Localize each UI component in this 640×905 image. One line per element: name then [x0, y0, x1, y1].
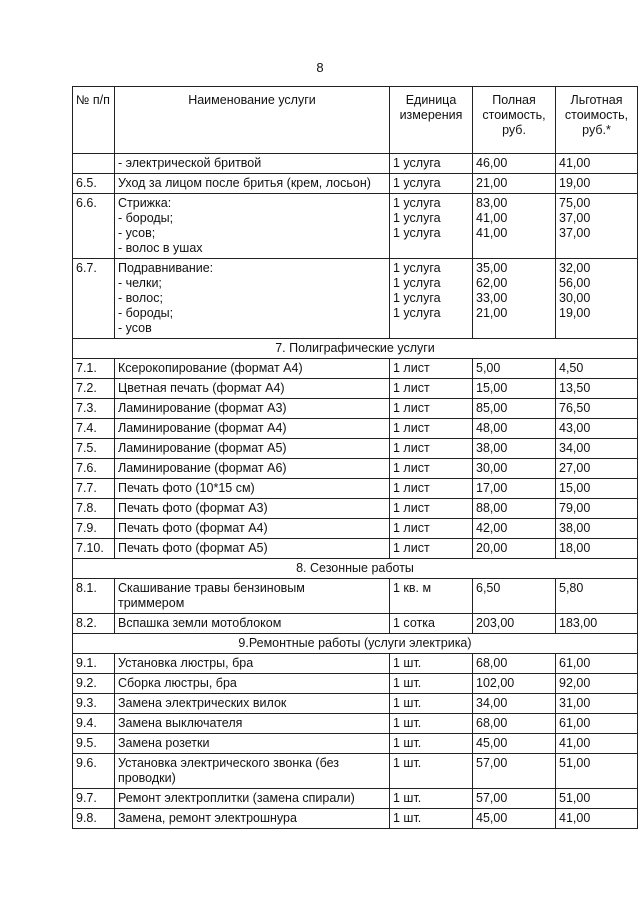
discount-price-cell [556, 614, 638, 634]
discount-price-cell [556, 714, 638, 734]
unit-cell [390, 789, 473, 809]
table-row [73, 174, 638, 194]
row-number: 9.1. [73, 654, 115, 674]
service-name-line: - электрической бритвой [118, 156, 262, 170]
discount-price-cell-line: 34,00 [559, 441, 591, 455]
unit-cell [390, 174, 473, 194]
table-row [73, 809, 638, 829]
unit-cell-line: 1 лист [393, 441, 430, 455]
service-name-line: - волос в ушах [118, 241, 203, 255]
discount-price-cell [556, 359, 638, 379]
service-name [115, 174, 390, 194]
service-name-line: Замена, ремонт электрошнура [118, 811, 297, 825]
table-row [73, 519, 638, 539]
discount-price-cell [556, 479, 638, 499]
full-price-cell-line: 5,00 [476, 361, 501, 375]
discount-price-cell-line: 37,00 [559, 226, 591, 240]
discount-price-cell [556, 734, 638, 754]
unit-cell-line: 1 услуга [393, 196, 441, 210]
unit-cell-line: 1 услуга [393, 291, 441, 305]
unit-cell-line: 1 шт. [393, 756, 422, 770]
row-number [73, 154, 115, 174]
full-price-cell [473, 459, 556, 479]
row-number: 9.3. [73, 694, 115, 714]
discount-price-cell [556, 399, 638, 419]
unit-cell-line: 1 лист [393, 461, 430, 475]
discount-price-cell [556, 579, 638, 614]
unit-cell [390, 754, 473, 789]
unit-cell-line: 1 лист [393, 541, 430, 555]
discount-price-cell [556, 754, 638, 789]
service-name-line: Печать фото (10*15 см) [118, 481, 255, 495]
row-number: 7.10. [73, 539, 115, 559]
unit-cell-line: 1 услуга [393, 226, 441, 240]
section-title: 9.Ремонтные работы (услуги электрика) [73, 634, 638, 654]
row-number: 7.4. [73, 419, 115, 439]
row-number: 9.6. [73, 754, 115, 789]
full-price-cell-line: 45,00 [476, 811, 508, 825]
row-number: 7.7. [73, 479, 115, 499]
table-row [73, 194, 638, 259]
discount-price-cell-line: 5,80 [559, 581, 584, 595]
unit-cell [390, 154, 473, 174]
discount-price-cell [556, 674, 638, 694]
service-name [115, 459, 390, 479]
section-row [73, 559, 638, 579]
row-number: 7.6. [73, 459, 115, 479]
discount-price-cell-line: 56,00 [559, 276, 591, 290]
discount-price-cell-line: 43,00 [559, 421, 591, 435]
discount-price-cell [556, 539, 638, 559]
service-name-line: Замена выключателя [118, 716, 243, 730]
full-price-cell-line: 203,00 [476, 616, 515, 630]
full-price-cell-line: 15,00 [476, 381, 508, 395]
unit-cell [390, 259, 473, 339]
table-row [73, 579, 638, 614]
section-row [73, 634, 638, 654]
discount-price-cell-line: 79,00 [559, 501, 591, 515]
full-price-cell [473, 539, 556, 559]
table-row [73, 459, 638, 479]
table-row [73, 539, 638, 559]
service-name-line: Подравнивание: [118, 261, 214, 275]
row-number: 7.5. [73, 439, 115, 459]
discount-price-cell-line: 61,00 [559, 716, 591, 730]
unit-cell-line: 1 услуга [393, 176, 441, 190]
service-name-line: Замена розетки [118, 736, 210, 750]
service-name [115, 539, 390, 559]
service-name [115, 654, 390, 674]
discount-price-cell-line: 15,00 [559, 481, 591, 495]
discount-price-cell [556, 499, 638, 519]
discount-price-cell-line: 37,00 [559, 211, 591, 225]
unit-cell [390, 379, 473, 399]
service-name [115, 154, 390, 174]
service-name-line: - усов; [118, 226, 156, 240]
unit-cell [390, 539, 473, 559]
unit-cell [390, 359, 473, 379]
discount-price-cell-line: 31,00 [559, 696, 591, 710]
full-price-cell-line: 21,00 [476, 176, 508, 190]
table-row [73, 154, 638, 174]
full-price-cell-line: 33,00 [476, 291, 508, 305]
service-name [115, 379, 390, 399]
unit-cell-line: 1 шт. [393, 811, 422, 825]
table-row [73, 439, 638, 459]
discount-price-cell-line: 41,00 [559, 156, 591, 170]
full-price-cell-line: 21,00 [476, 306, 508, 320]
row-number: 7.9. [73, 519, 115, 539]
section-title: 7. Полиграфические услуги [73, 339, 638, 359]
service-name-line: - бороды; [118, 306, 174, 320]
row-number: 9.4. [73, 714, 115, 734]
service-name-line: проводки) [118, 771, 176, 785]
full-price-cell-line: 57,00 [476, 791, 508, 805]
header-unit: Единица измерения [390, 87, 473, 154]
unit-cell-line: 1 услуга [393, 156, 441, 170]
service-name [115, 519, 390, 539]
service-name-line: Уход за лицом после бритья (крем, лосьон) [118, 176, 371, 190]
unit-cell-line: 1 лист [393, 381, 430, 395]
full-price-cell-line: 35,00 [476, 261, 508, 275]
table-body [73, 154, 638, 829]
unit-cell [390, 499, 473, 519]
discount-price-cell [556, 419, 638, 439]
service-name-line: Ламинирование (формат А3) [118, 401, 287, 415]
discount-price-cell-line: 32,00 [559, 261, 591, 275]
row-number: 6.5. [73, 174, 115, 194]
unit-cell [390, 714, 473, 734]
header-discount-price: Льготная стоимость, руб.* [556, 87, 638, 154]
full-price-cell [473, 174, 556, 194]
full-price-cell [473, 654, 556, 674]
unit-cell [390, 734, 473, 754]
unit-cell-line: 1 сотка [393, 616, 435, 630]
full-price-cell-line: 88,00 [476, 501, 508, 515]
service-name-line: Сборка люстры, бра [118, 676, 237, 690]
discount-price-cell [556, 654, 638, 674]
unit-cell-line: 1 шт. [393, 696, 422, 710]
service-name [115, 614, 390, 634]
unit-cell [390, 399, 473, 419]
table-row [73, 379, 638, 399]
discount-price-cell-line: 51,00 [559, 756, 591, 770]
full-price-cell [473, 499, 556, 519]
discount-price-cell [556, 789, 638, 809]
unit-cell-line: 1 шт. [393, 736, 422, 750]
service-name-line: Стрижка: [118, 196, 172, 210]
full-price-cell [473, 754, 556, 789]
service-name-line: Установка электрического звонка (без [118, 756, 340, 770]
full-price-cell-line: 57,00 [476, 756, 508, 770]
unit-cell [390, 809, 473, 829]
service-name-line: Печать фото (формат А4) [118, 521, 268, 535]
discount-price-cell-line: 19,00 [559, 306, 591, 320]
unit-cell-line: 1 лист [393, 521, 430, 535]
table-row [73, 674, 638, 694]
service-name-line: Установка люстры, бра [118, 656, 254, 670]
discount-price-cell [556, 439, 638, 459]
full-price-cell-line: 34,00 [476, 696, 508, 710]
table-row [73, 399, 638, 419]
row-number: 7.8. [73, 499, 115, 519]
row-number: 7.1. [73, 359, 115, 379]
unit-cell-line: 1 кв. м [393, 581, 432, 595]
discount-price-cell-line: 19,00 [559, 176, 591, 190]
service-name-line: Скашивание травы бензиновым [118, 581, 305, 595]
table-header-row [73, 87, 638, 154]
service-name-line: Ламинирование (формат А6) [118, 461, 287, 475]
discount-price-cell-line: 51,00 [559, 791, 591, 805]
table-row [73, 694, 638, 714]
discount-price-cell [556, 154, 638, 174]
full-price-cell-line: 85,00 [476, 401, 508, 415]
full-price-cell [473, 789, 556, 809]
table-row [73, 259, 638, 339]
service-name [115, 479, 390, 499]
unit-cell [390, 519, 473, 539]
full-price-cell-line: 46,00 [476, 156, 508, 170]
full-price-cell-line: 17,00 [476, 481, 508, 495]
full-price-cell-line: 20,00 [476, 541, 508, 555]
discount-price-cell-line: 183,00 [559, 616, 598, 630]
full-price-cell [473, 714, 556, 734]
unit-cell-line: 1 лист [393, 481, 430, 495]
service-name-line: Ремонт электроплитки (замена спирали) [118, 791, 355, 805]
service-name [115, 809, 390, 829]
row-number: 7.2. [73, 379, 115, 399]
unit-cell-line: 1 шт. [393, 676, 422, 690]
row-number: 9.8. [73, 809, 115, 829]
full-price-cell [473, 154, 556, 174]
service-name [115, 754, 390, 789]
unit-cell-line: 1 услуга [393, 276, 441, 290]
full-price-cell-line: 62,00 [476, 276, 508, 290]
service-name-line: Цветная печать (формат А4) [118, 381, 285, 395]
discount-price-cell [556, 459, 638, 479]
service-name [115, 194, 390, 259]
row-number: 8.1. [73, 579, 115, 614]
header-num: № п/п [73, 87, 115, 154]
unit-cell-line: 1 лист [393, 421, 430, 435]
service-name-line: Ксерокопирование (формат А4) [118, 361, 303, 375]
discount-price-cell-line: 41,00 [559, 736, 591, 750]
unit-cell [390, 654, 473, 674]
discount-price-cell [556, 194, 638, 259]
unit-cell [390, 419, 473, 439]
unit-cell [390, 459, 473, 479]
full-price-cell [473, 734, 556, 754]
service-name [115, 399, 390, 419]
page-number: 8 [316, 60, 324, 75]
discount-price-cell [556, 379, 638, 399]
discount-price-cell-line: 76,50 [559, 401, 591, 415]
full-price-cell [473, 419, 556, 439]
service-name [115, 259, 390, 339]
service-name-line: - бороды; [118, 211, 174, 225]
section-row [73, 339, 638, 359]
discount-price-cell-line: 75,00 [559, 196, 591, 210]
unit-cell [390, 439, 473, 459]
full-price-cell-line: 41,00 [476, 226, 508, 240]
unit-cell [390, 674, 473, 694]
full-price-cell [473, 399, 556, 419]
full-price-cell [473, 809, 556, 829]
table-row [73, 419, 638, 439]
price-table [72, 86, 638, 829]
service-name-line: - волос; [118, 291, 163, 305]
full-price-cell-line: 48,00 [476, 421, 508, 435]
full-price-cell-line: 6,50 [476, 581, 501, 595]
full-price-cell-line: 83,00 [476, 196, 508, 210]
discount-price-cell-line: 38,00 [559, 521, 591, 535]
full-price-cell [473, 694, 556, 714]
service-name [115, 674, 390, 694]
full-price-cell [473, 614, 556, 634]
service-name-line: Ламинирование (формат А4) [118, 421, 287, 435]
unit-cell [390, 614, 473, 634]
unit-cell-line: 1 лист [393, 401, 430, 415]
discount-price-cell-line: 92,00 [559, 676, 591, 690]
service-name-line: Ламинирование (формат А5) [118, 441, 287, 455]
service-name-line: - усов [118, 321, 152, 335]
full-price-cell [473, 674, 556, 694]
service-name [115, 579, 390, 614]
service-name [115, 359, 390, 379]
unit-cell-line: 1 шт. [393, 791, 422, 805]
row-number: 6.7. [73, 259, 115, 339]
full-price-cell-line: 42,00 [476, 521, 508, 535]
unit-cell-line: 1 услуга [393, 306, 441, 320]
unit-cell-line: 1 лист [393, 361, 430, 375]
service-name [115, 439, 390, 459]
full-price-cell [473, 479, 556, 499]
discount-price-cell-line: 4,50 [559, 361, 584, 375]
header-full-price: Полная стоимость, руб. [473, 87, 556, 154]
service-name [115, 499, 390, 519]
service-name-line: триммером [118, 596, 185, 610]
discount-price-cell-line: 27,00 [559, 461, 591, 475]
discount-price-cell [556, 174, 638, 194]
table-row [73, 614, 638, 634]
table-row [73, 499, 638, 519]
row-number: 8.2. [73, 614, 115, 634]
unit-cell [390, 694, 473, 714]
service-name-line: - челки; [118, 276, 162, 290]
unit-cell [390, 479, 473, 499]
unit-cell-line: 1 услуга [393, 211, 441, 225]
discount-price-cell [556, 519, 638, 539]
discount-price-cell-line: 61,00 [559, 656, 591, 670]
discount-price-cell [556, 259, 638, 339]
service-name [115, 419, 390, 439]
table-row [73, 714, 638, 734]
table-row [73, 789, 638, 809]
discount-price-cell-line: 30,00 [559, 291, 591, 305]
full-price-cell-line: 68,00 [476, 716, 508, 730]
unit-cell-line: 1 лист [393, 501, 430, 515]
unit-cell [390, 579, 473, 614]
full-price-cell [473, 359, 556, 379]
full-price-cell-line: 45,00 [476, 736, 508, 750]
full-price-cell-line: 38,00 [476, 441, 508, 455]
service-name-line: Замена электрических вилок [118, 696, 287, 710]
full-price-cell-line: 68,00 [476, 656, 508, 670]
table-row [73, 734, 638, 754]
row-number: 6.6. [73, 194, 115, 259]
table-row [73, 359, 638, 379]
table-row [73, 754, 638, 789]
service-name-line: Печать фото (формат А3) [118, 501, 268, 515]
table-row [73, 654, 638, 674]
full-price-cell-line: 30,00 [476, 461, 508, 475]
full-price-cell [473, 519, 556, 539]
full-price-cell [473, 379, 556, 399]
service-name [115, 734, 390, 754]
row-number: 7.3. [73, 399, 115, 419]
service-name-line: Вспашка земли мотоблоком [118, 616, 282, 630]
discount-price-cell-line: 18,00 [559, 541, 591, 555]
service-name [115, 789, 390, 809]
row-number: 9.7. [73, 789, 115, 809]
unit-cell-line: 1 шт. [393, 656, 422, 670]
discount-price-cell [556, 809, 638, 829]
service-name [115, 714, 390, 734]
header-name: Наименование услуги [115, 87, 390, 154]
unit-cell-line: 1 услуга [393, 261, 441, 275]
row-number: 9.2. [73, 674, 115, 694]
full-price-cell [473, 194, 556, 259]
discount-price-cell-line: 13,50 [559, 381, 591, 395]
discount-price-cell-line: 41,00 [559, 811, 591, 825]
full-price-cell [473, 259, 556, 339]
service-name-line: Печать фото (формат А5) [118, 541, 268, 555]
discount-price-cell [556, 694, 638, 714]
unit-cell-line: 1 шт. [393, 716, 422, 730]
section-title: 8. Сезонные работы [73, 559, 638, 579]
full-price-cell-line: 41,00 [476, 211, 508, 225]
row-number: 9.5. [73, 734, 115, 754]
service-name [115, 694, 390, 714]
full-price-cell-line: 102,00 [476, 676, 515, 690]
unit-cell [390, 194, 473, 259]
full-price-cell [473, 579, 556, 614]
table-row [73, 479, 638, 499]
full-price-cell [473, 439, 556, 459]
